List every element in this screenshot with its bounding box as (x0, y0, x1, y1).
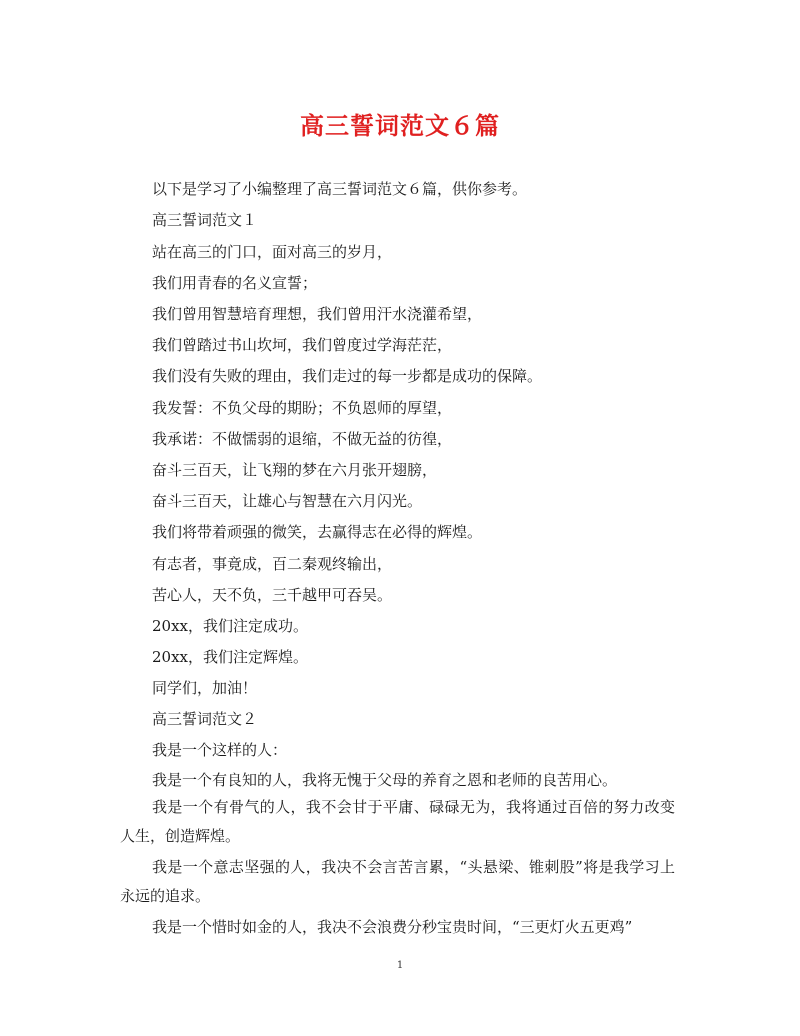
text-line: 我承诺：不做懦弱的退缩，不做无益的彷徨， (152, 430, 453, 448)
text-line: 我们没有失败的理由，我们走过的每一步都是成功的保障。 (152, 367, 543, 385)
text-line: 我们将带着顽强的微笑，去赢得志在必得的辉煌。 (152, 523, 483, 541)
text-line: 苦心人，天不负，三千越甲可吞吴。 (152, 586, 393, 604)
text-paragraph: 我是一个有骨气的人，我不会甘于平庸、碌碌无为，我将通过百倍的努力改变人生，创造辉煌。 (120, 798, 675, 845)
text-line: 同学们，加油！ (152, 679, 258, 697)
page-number: 1 (396, 960, 404, 971)
text-line: 我们用青春的名义宣誓； (152, 274, 318, 292)
text-paragraph: 我是一个意志坚强的人，我决不会言苦言累，“头悬梁、锥刺股”将是我学习上永远的追求。 (120, 858, 675, 905)
text-line: 有志者，事竟成，百二秦观终输出， (152, 555, 393, 573)
text-line: 我们曾用智慧培育理想，我们曾用汗水浇灌希望， (152, 305, 483, 323)
text-paragraph: 我是一个惜时如金的人，我决不会浪费分秒宝贵时间，“三更灯火五更鸡” (152, 918, 633, 936)
text-line: 我是一个有良知的人，我将无愧于父母的养育之恩和老师的良苦用心。 (152, 771, 618, 789)
text-line: 我是一个这样的人： (152, 741, 288, 759)
text-line: 以下是学习了小编整理了高三誓词范文６篇，供你参考。 (152, 180, 528, 198)
text-line: 高三誓词范文２ (152, 710, 258, 728)
text-line: 高三誓词范文１ (152, 211, 258, 229)
page-title: 高三誓词范文６篇 (300, 111, 500, 140)
text-line: 奋斗三百天，让飞翔的梦在六月张开翅膀， (152, 461, 438, 479)
text-line: 20xx，我们注定成功。 (152, 617, 309, 635)
text-line: 站在高三的门口，面对高三的岁月， (152, 243, 393, 261)
text-line: 我们曾踏过书山坎坷，我们曾度过学海茫茫， (152, 336, 453, 354)
text-line: 我发誓：不负父母的期盼；不负恩师的厚望， (152, 399, 453, 417)
text-line: 奋斗三百天，让雄心与智慧在六月闪光。 (152, 492, 423, 510)
text-line: 20xx，我们注定辉煌。 (152, 648, 309, 666)
